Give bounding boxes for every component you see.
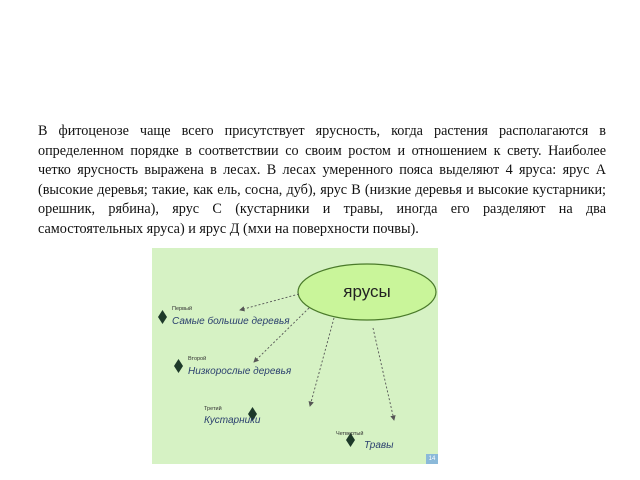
tiers-diagram (152, 248, 438, 464)
arrow-to-tier-4 (373, 328, 394, 420)
tier-3-rank: Третий (204, 406, 222, 412)
diamond-icon (174, 359, 183, 373)
tier-2-rank: Второй (188, 356, 207, 362)
tier-1-rank: Первый (172, 306, 193, 312)
arrow-to-tier-3 (310, 318, 334, 406)
center-label: ярусы (343, 282, 391, 301)
diamond-icon (158, 310, 167, 324)
tier-3-label: Кустарники (204, 415, 261, 426)
arrow-to-tier-1 (240, 294, 299, 310)
tier-4-label: Травы (364, 440, 394, 451)
description-paragraph: В фитоценозе чаще всего присутствует ярусность, когда растения располагаются в определенном порядке в соответствии со своим ростом и отношением к свету. Наиболее четко ярусность выражена в лесах. В лесах умеренного пояса выделяют 4 яруса: ярус А (высокие деревья; такие, как ель, сосна, дуб), ярус В (низкие деревья и высокие кустарники; орешник, рябина), ярус С (кустарники и травы, иногда его разделяют на два самостоятельных яруса) и ярус Д (мхи на поверхности почвы). (38, 123, 606, 237)
tier-4-rank: Четвертый (336, 431, 364, 437)
tier-2-label: Низкорослые деревья (188, 366, 292, 377)
tier-1-label: Самые большие деревья (172, 316, 290, 327)
slide-page-number: 14 (426, 454, 438, 464)
center-ellipse (298, 264, 436, 320)
